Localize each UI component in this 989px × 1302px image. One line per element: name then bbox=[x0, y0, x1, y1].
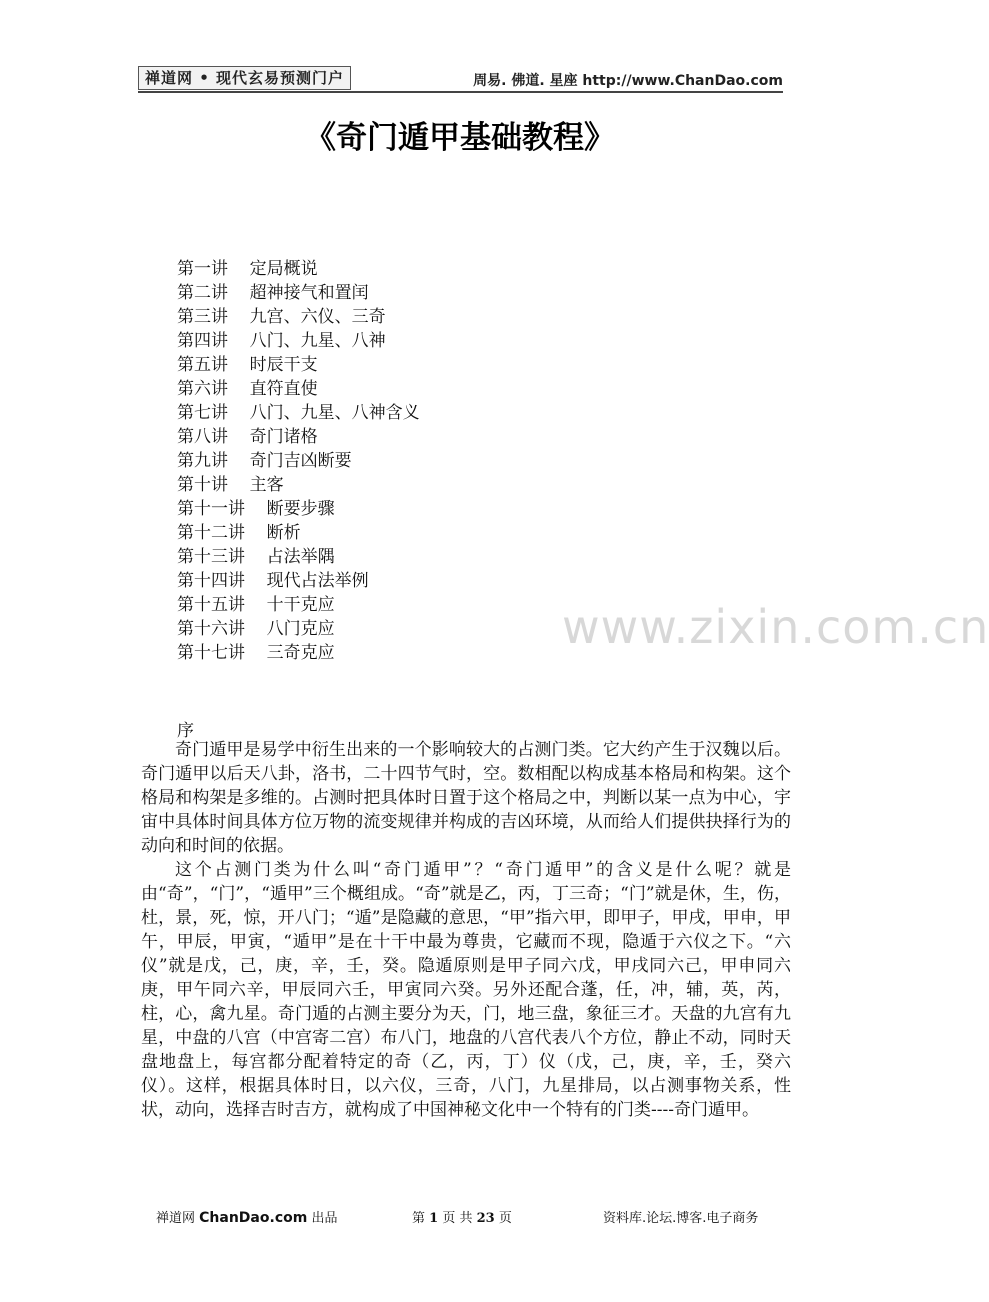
toc-item: 第七讲 八门、九星、八神含义 bbox=[177, 403, 420, 423]
watermark: www.zixin.com.cn bbox=[562, 600, 989, 654]
toc-item: 第四讲 八门、九星、八神 bbox=[177, 331, 386, 351]
toc-item: 第三讲 九宫、六仪、三奇 bbox=[177, 307, 386, 327]
toc-item: 第十一讲 断要步骤 bbox=[177, 499, 335, 519]
page-footer bbox=[0, 1207, 920, 1227]
preface-paragraph-2: 这个占测门类为什么叫“奇门遁甲”？“奇门遁甲”的含义是什么呢？就是由“奇”，“门”，“遁甲”三个概组成。“奇”就是乙，丙，丁三奇；“门”就是休，生，伤，杜，景，死，惊，开八门；“遁”是隐藏的意思，“甲”指六甲，即甲子，甲戌，甲申，甲午，甲辰，甲寅，“遁甲”是在十干中最为尊贵，它藏而不现，隐遁于六仪之下。“六仪”就是戊，己，庚，辛，壬，癸。隐遁原则是甲子同六戊，甲戌同六己，甲申同六庚，甲午同六辛，甲辰同六壬，甲寅同六癸。另外还配合蓬，任，冲，辅，英，芮，柱，心，禽九星。奇门遁的占测主要分为天，门，地三盘，象征三才。天盘的九宫有九星，中盘的八宫（中宫寄二宫）布八门，地盘的八宫代表八个方位，静止不动，同时天盘地盘上，每宫都分配着特定的奇（乙，丙，丁）仪（戊，己，庚，辛，壬，癸六仪）。这样，根据具体时日，以六仪，三奇，八门，九星排局，以占测事物关系，性状，动向，选择吉时吉方，就构成了中国神秘文化中一个特有的门类----奇门遁甲。 bbox=[141, 860, 791, 1120]
table-of-contents bbox=[177, 257, 420, 665]
page-prefix: 第 bbox=[412, 1211, 426, 1226]
toc-item: 第十二讲 断析 bbox=[177, 523, 301, 543]
toc-item: 第五讲 时辰干支 bbox=[177, 355, 318, 375]
page-current: 1 bbox=[429, 1211, 439, 1226]
footer-publisher bbox=[156, 1207, 337, 1226]
preface-body bbox=[141, 738, 791, 1122]
toc-item: 第十三讲 占法举隅 bbox=[177, 547, 335, 567]
preface-heading: 序 bbox=[177, 721, 194, 741]
header-site-link[interactable]: 周易. 佛道. 星座 http://www.ChanDao.com bbox=[473, 73, 783, 89]
toc-item: 第十四讲 现代占法举例 bbox=[177, 571, 369, 591]
toc-item: 第九讲 奇门吉凶断要 bbox=[177, 451, 352, 471]
toc-item: 第十七讲 三奇克应 bbox=[177, 643, 335, 663]
page-header bbox=[138, 66, 783, 92]
preface-paragraph-1: 奇门遁甲是易学中衍生出来的一个影响较大的占测门类。它大约产生于汉魏以后。奇门遁甲以后天八卦，洛书，二十四节气时，空。数相配以构成基本格局和构架。这个格局和构架是多维的。占测时把具体时日置于这个格局之中，判断以某一点为中心，宇宙中具体时间具体方位万物的流变规律并构成的吉凶环境，从而给人们提供抉择行为的动向和时间的依据。 bbox=[141, 740, 791, 856]
document-title: 《奇门遁甲基础教程》 bbox=[305, 120, 615, 156]
page-mid: 页 共 bbox=[442, 1211, 473, 1226]
footer-suffix: 出品 bbox=[311, 1211, 338, 1226]
toc-item: 第八讲 奇门诸格 bbox=[177, 427, 318, 447]
toc-item: 第六讲 直符直使 bbox=[177, 379, 318, 399]
toc-item: 第十六讲 八门克应 bbox=[177, 619, 335, 639]
toc-item: 第一讲 定局概说 bbox=[177, 259, 318, 279]
page-suffix: 页 bbox=[498, 1211, 512, 1226]
page-number bbox=[412, 1207, 512, 1226]
footer-sections: 资料库.论坛.博客.电子商务 bbox=[603, 1211, 759, 1226]
footer-brand[interactable]: ChanDao.com bbox=[199, 1210, 308, 1226]
footer-site-name: 禅道网 bbox=[156, 1211, 196, 1226]
page-total: 23 bbox=[476, 1211, 495, 1226]
header-divider bbox=[138, 91, 783, 93]
site-logo[interactable]: 禅道网 • 现代玄易预测门户 bbox=[138, 66, 351, 90]
toc-item: 第十讲 主客 bbox=[177, 475, 284, 495]
toc-item: 第十五讲 十干克应 bbox=[177, 595, 335, 615]
toc-item: 第二讲 超神接气和置闰 bbox=[177, 283, 369, 303]
